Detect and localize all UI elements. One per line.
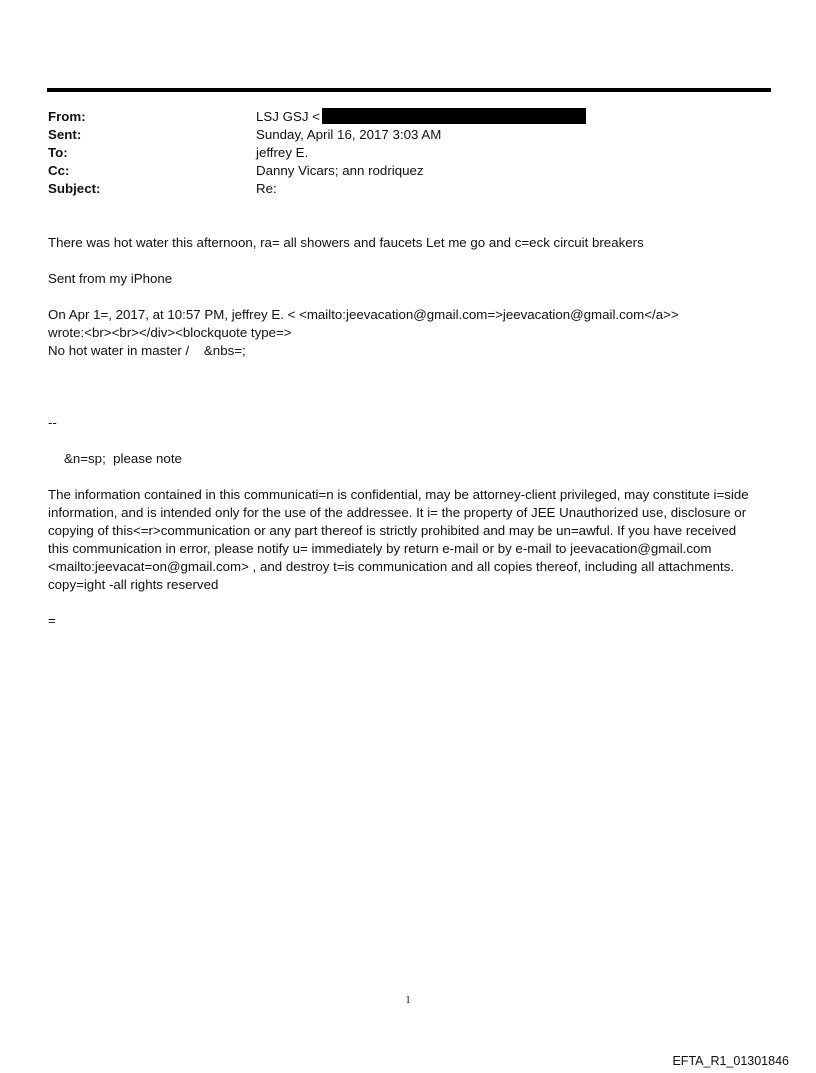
body-line-6: -- — [48, 415, 57, 430]
to-row — [48, 144, 748, 162]
cc-row — [48, 162, 748, 180]
body-line-1: There was hot water this afternoon, ra= all showers and faucets Let me go and c=eck circuit breakers — [48, 235, 644, 250]
from-name: LSJ GSJ < — [256, 109, 320, 124]
from-label: From: — [48, 109, 86, 124]
body-line-4: wrote:<br><br></div><blockquote type=> — [48, 325, 292, 340]
header-rule — [47, 88, 771, 92]
email-body — [48, 234, 758, 630]
from-row — [48, 108, 748, 126]
email-header — [48, 108, 748, 198]
sent-value: Sunday, April 16, 2017 3:03 AM — [256, 127, 442, 142]
to-value: jeffrey E. — [256, 145, 309, 160]
disclaimer-text: The information contained in this communicati=n is confidential, may be attorney-client privileged, may constitute i=side information, and is intended only for the use of the addressee. It i= the property of JEE Unauthorized use, disclosure or copying of this<=r>communication or any part thereof is strictly prohibited and may be un=awful. If you have received this communication in error, please notify u= immediately by return e-mail or by e-mail to jeevacation@gmail.com <mailto:jeevacat=on@gmail.com> , and destroy t=is communication and all copies thereof, including all attachments. copy=ight -all rights reserved — [48, 487, 749, 592]
body-line-3: On Apr 1=, 2017, at 10:57 PM, jeffrey E. < <mailto:jeevacation@gmail.com=>jeevacation@gmail.com</a>> — [48, 307, 679, 322]
page-number: 1 — [405, 994, 411, 1006]
bates-number: EFTA_R1_01301846 — [672, 1054, 789, 1068]
sent-row — [48, 126, 748, 144]
body-line-7: &n=sp; please note — [64, 451, 182, 466]
subject-row — [48, 180, 748, 198]
redaction-block — [322, 108, 586, 124]
from-value — [256, 108, 586, 126]
cc-label: Cc: — [48, 163, 70, 178]
body-line-8: = — [48, 613, 56, 628]
sent-label: Sent: — [48, 127, 82, 142]
body-line-2: Sent from my iPhone — [48, 271, 173, 286]
subject-label: Subject: — [48, 181, 101, 196]
cc-value: Danny Vicars; ann rodriquez — [256, 163, 424, 178]
subject-value: Re: — [256, 181, 277, 196]
to-label: To: — [48, 145, 68, 160]
body-line-5: No hot water in master / &nbs=; — [48, 343, 246, 358]
